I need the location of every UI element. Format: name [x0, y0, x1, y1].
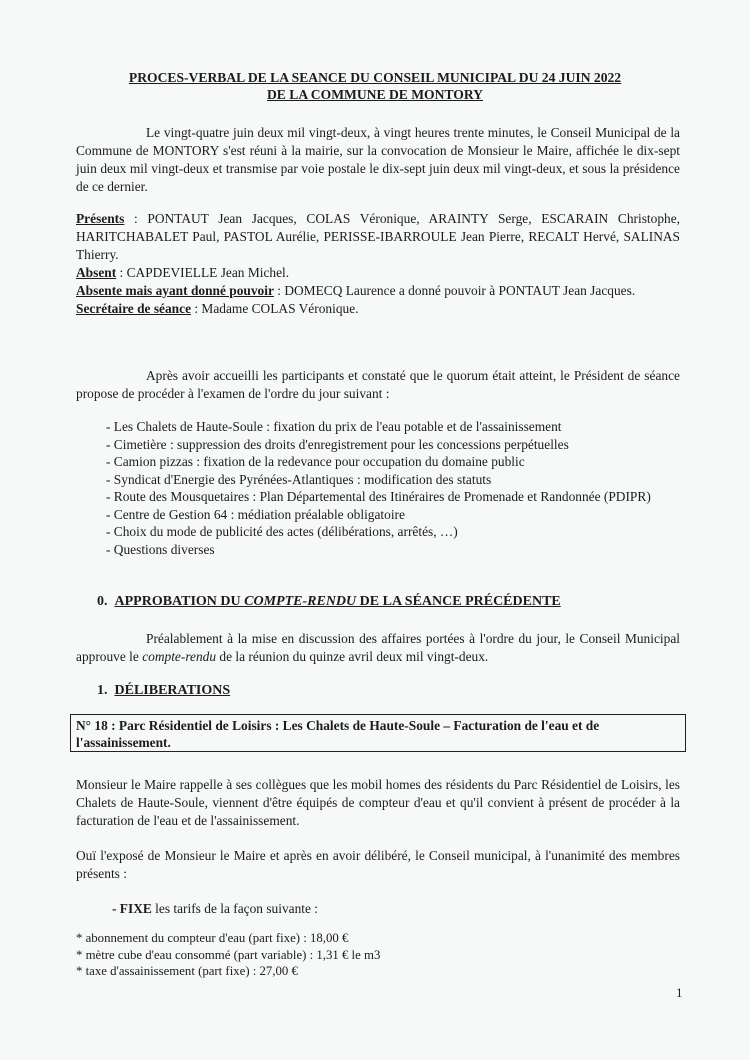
section-0-number: 0. [97, 594, 108, 609]
intro-paragraph: Le vingt-quatre juin deux mil vingt-deux, à vingt heures trente minutes, le Conseil Municipal de la Commune de MONTORY s'est réuni à la mairie, sur la convocation de Monsieur le Maire, affichée le dix-sept juin deux mil vingt-deux et transmise par voie postale le dix-sept juin deux mil vingt-deux, et sous la présidence de ce dernier. [76, 125, 680, 194]
presents-text: : PONTAUT Jean Jacques, COLAS Véronique, ARAINTY Serge, ESCARAIN Christophe, HARITCHABALET Paul, PASTOL Aurélie, PERISSE-IBARROULE Jean Pierre, RECALT Hervé, SALINAS Thierry. [76, 211, 680, 262]
tariff-list [76, 930, 676, 980]
deliberation-paragraph-1: Monsieur le Maire rappelle à ses collègues que les mobil homes des résidents du Parc Résidentiel de Loisirs, les Chalets de Haute-Soule, viennent d'être équipés de compteur d'eau et qu'il convient à présent de procéder à la facturation de l'eau et de l'assainissement. [76, 777, 680, 828]
title-line-1: PROCES-VERBAL DE LA SEANCE DU CONSEIL MUNICIPAL DU 24 JUIN 2022 [128, 70, 622, 85]
agenda-item: - Syndicat d'Energie des Pyrénées-Atlantiques : modification des statuts [106, 471, 492, 487]
proxy-label: Absente mais ayant donné pouvoir [76, 283, 274, 298]
deliberation-paragraph-2: Ouï l'exposé de Monsieur le Maire et après en avoir délibéré, le Conseil municipal, à l'unanimité des membres présents : [76, 848, 680, 881]
section-1-number: 1. [97, 683, 108, 698]
fixe-line [112, 900, 672, 918]
fixe-label: - FIXE [112, 901, 152, 916]
section-0-text-a: Préalablement à la mise en discussion des affaires portées à l'ordre du jour, le Conseil Municipal approuve le [76, 631, 680, 664]
attendance-block [76, 210, 680, 318]
section-0-title-b: COMPTE-RENDU [244, 594, 357, 609]
agenda-item: - Questions diverses [106, 541, 215, 557]
agenda-item: - Route des Mousquetaires : Plan Départemental des Itinéraires de Promenade et Randonnée (PDIPR) [106, 489, 651, 504]
absent-text: : CAPDEVIELLE Jean Michel. [116, 265, 290, 280]
proxy-line [76, 282, 680, 300]
section-0-paragraph [76, 630, 680, 666]
presents-label: Présents [76, 211, 125, 226]
absent-line [76, 264, 680, 282]
tariff-item: * abonnement du compteur d'eau (part fixe) : 18,00 € [76, 931, 349, 945]
section-0-text-c: de la réunion du quinze avril deux mil vingt-deux. [216, 649, 489, 664]
absent-label: Absent [76, 265, 117, 280]
agenda-intro: Après avoir accueilli les participants et constaté que le quorum était atteint, le Président de séance propose de procéder à l'examen de l'ordre du jour suivant : [76, 368, 680, 401]
section-0-text-b: compte-rendu [142, 649, 217, 664]
agenda-item: - Les Chalets de Haute-Soule : fixation du prix de l'eau potable et de l'assainissement [106, 419, 562, 434]
secretary-text: : Madame COLAS Véronique. [191, 301, 359, 316]
section-1-heading [97, 683, 230, 699]
tariff-item: * taxe d'assainissement (part fixe) : 27,00 € [76, 964, 298, 978]
presents-line [76, 210, 680, 264]
fixe-text: les tarifs de la façon suivante : [151, 901, 319, 916]
section-0-title-c: DE LA SÉANCE PRÉCÉDENTE [356, 594, 561, 609]
page-number: 1 [676, 985, 683, 1000]
title-line-2: DE LA COMMUNE DE MONTORY [266, 87, 484, 102]
tariff-item: * mètre cube d'eau consommé (part variable) : 1,31 € le m3 [76, 947, 381, 962]
section-0-title-a: APPROBATION DU [114, 594, 245, 609]
proxy-text: : DOMECQ Laurence a donné pouvoir à PONTAUT Jean Jacques. [273, 283, 636, 298]
agenda-item: - Cimetière : suppression des droits d'enregistrement pour les concessions perpétuelles [106, 436, 569, 452]
agenda-item: - Camion pizzas : fixation de la redevance pour occupation du domaine public [106, 454, 525, 469]
agenda-item: - Centre de Gestion 64 : médiation préalable obligatoire [106, 506, 405, 522]
section-1-title: DÉLIBERATIONS [114, 683, 231, 698]
document-title [60, 69, 690, 103]
section-0-heading [97, 594, 561, 610]
secretary-line [76, 300, 680, 318]
agenda-list [106, 418, 682, 558]
deliberation-title-box: N° 18 : Parc Résidentiel de Loisirs : Les Chalets de Haute-Soule – Facturation de l'eau et de l'assainissement. [70, 714, 686, 752]
agenda-item: - Choix du mode de publicité des actes (délibérations, arrêtés, …) [106, 524, 458, 539]
secretary-label: Secrétaire de séance [76, 301, 192, 316]
